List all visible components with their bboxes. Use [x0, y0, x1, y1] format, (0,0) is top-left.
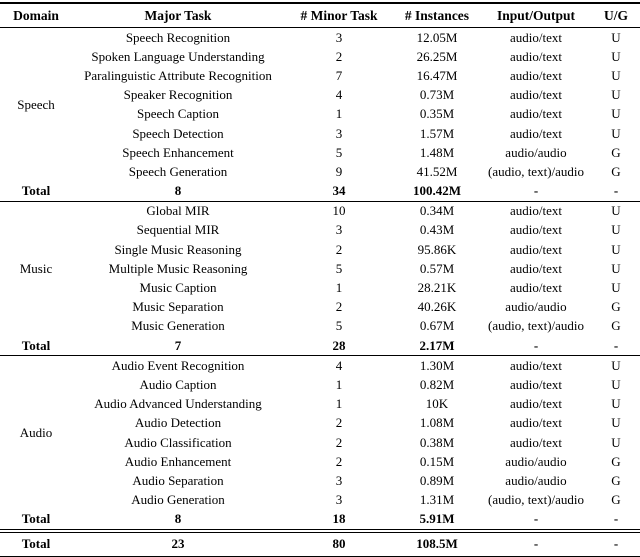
minor-task-count-cell: 1: [335, 280, 343, 296]
task-statistics-table: [0, 2, 640, 557]
task-row-audio-classification: [0, 433, 640, 452]
instance-count-cell: 1.08M: [419, 415, 455, 431]
u-g-cell: G: [611, 318, 621, 334]
major-task-cell: Audio Detection: [134, 415, 222, 431]
minor-task-count-cell: 3: [335, 492, 343, 508]
table-body: [0, 28, 640, 531]
major-task-cell: Speech Generation: [128, 163, 228, 179]
instance-count-cell: 1.57M: [419, 125, 455, 141]
major-task-cell: Global MIR: [146, 203, 210, 219]
minor-task-count-cell: 7: [335, 67, 343, 83]
u-g-cell: U: [611, 357, 621, 373]
minor-task-count-cell: 2: [335, 453, 343, 469]
audio-total-cell: 18: [332, 511, 346, 527]
speech-total-cell: -: [613, 183, 619, 199]
minor-task-count-cell: 3: [335, 472, 343, 488]
instance-count-cell: 0.82M: [419, 376, 455, 392]
u-g-cell: U: [611, 415, 621, 431]
u-g-cell: U: [611, 376, 621, 392]
instance-count-cell: 10K: [425, 396, 449, 412]
minor-task-count-cell: 9: [335, 163, 343, 179]
input-output-cell: audio/text: [510, 106, 562, 122]
major-task-cell: Music Generation: [131, 318, 225, 334]
major-task-cell: Speaker Recognition: [123, 87, 233, 103]
major-task-cell: Audio Event Recognition: [111, 357, 245, 373]
input-output-cell: audio/audio: [505, 453, 567, 469]
input-output-cell: audio/audio: [505, 472, 567, 488]
task-row-speech-caption: [0, 105, 640, 124]
table-footer: [0, 531, 640, 557]
input-output-cell: audio/text: [510, 376, 562, 392]
task-row-audio-separation: [0, 471, 640, 490]
task-row-speech-recognition: [0, 28, 640, 48]
task-row-audio-generation: [0, 491, 640, 510]
input-output-cell: audio/text: [510, 48, 562, 64]
major-task-cell: Speech Enhancement: [122, 144, 234, 160]
instance-count-cell: 0.89M: [419, 472, 455, 488]
major-task-cell: Speech Detection: [132, 125, 224, 141]
input-output-cell: audio/text: [510, 203, 562, 219]
audio-total-cell: Total: [21, 511, 51, 527]
grand-total-row: [0, 531, 640, 557]
u-g-cell: U: [611, 434, 621, 450]
input-output-cell: audio/text: [510, 280, 562, 296]
major-task-cell: Audio Separation: [132, 472, 224, 488]
u-g-cell: U: [611, 106, 621, 122]
u-g-cell: G: [611, 144, 621, 160]
major-task-cell: Multiple Music Reasoning: [108, 260, 248, 276]
audio-total-cell: -: [533, 511, 539, 527]
minor-task-count-cell: 2: [335, 48, 343, 64]
column-header-domain: Domain: [13, 7, 59, 23]
instance-count-cell: 0.38M: [419, 434, 455, 450]
column-header-minor-task: # Minor Task: [300, 7, 378, 23]
u-g-cell: U: [611, 67, 621, 83]
column-header-input-output: Input/Output: [496, 7, 576, 23]
u-g-cell: U: [611, 260, 621, 276]
major-task-cell: Audio Caption: [139, 376, 217, 392]
major-task-cell: Speech Recognition: [125, 29, 231, 45]
instance-count-cell: 0.15M: [419, 453, 455, 469]
task-row-multiple-music-reasoning: [0, 259, 640, 278]
u-g-cell: U: [611, 87, 621, 103]
task-row-speech-enhancement: [0, 143, 640, 162]
task-row-speech-detection: [0, 124, 640, 143]
major-task-cell: Paralinguistic Attribute Recognition: [84, 67, 272, 83]
input-output-cell: audio/audio: [505, 144, 567, 160]
minor-task-count-cell: 5: [335, 144, 343, 160]
u-g-cell: U: [611, 203, 621, 219]
task-row-spoken-language-understanding: [0, 47, 640, 66]
domain-label-music: Music: [19, 260, 53, 276]
u-g-cell: U: [611, 125, 621, 141]
instance-count-cell: 0.73M: [419, 87, 455, 103]
music-total-cell: 2.17M: [419, 337, 455, 353]
u-g-cell: U: [611, 280, 621, 296]
minor-task-count-cell: 4: [335, 357, 343, 373]
task-row-global-mir: [0, 201, 640, 221]
instance-count-cell: 0.67M: [419, 318, 455, 334]
column-header-major-task: Major Task: [144, 7, 212, 23]
instance-count-cell: 1.31M: [419, 492, 455, 508]
minor-task-count-cell: 5: [335, 318, 343, 334]
grand-total-cell: 80: [332, 536, 346, 552]
u-g-cell: U: [611, 241, 621, 257]
music-total-row: [0, 336, 640, 356]
audio-total-row: [0, 510, 640, 531]
speech-total-cell: Total: [21, 183, 51, 199]
domain-label-speech: Speech: [17, 96, 55, 112]
audio-total-cell: 8: [174, 511, 182, 527]
major-task-cell: Speech Caption: [137, 106, 219, 122]
minor-task-count-cell: 1: [335, 106, 343, 122]
u-g-cell: G: [611, 492, 621, 508]
speech-total-row: [0, 182, 640, 202]
task-row-audio-advanced-understanding: [0, 395, 640, 414]
task-row-audio-enhancement: [0, 452, 640, 471]
table-head-row: [0, 3, 640, 28]
major-task-cell: Sequential MIR: [136, 222, 220, 238]
input-output-cell: audio/text: [510, 260, 562, 276]
music-total-cell: 7: [174, 337, 182, 353]
instance-count-cell: 0.34M: [419, 203, 455, 219]
minor-task-count-cell: 3: [335, 222, 343, 238]
input-output-cell: audio/text: [510, 396, 562, 412]
task-row-audio-detection: [0, 414, 640, 433]
u-g-cell: G: [611, 472, 621, 488]
task-row-music-separation: [0, 298, 640, 317]
grand-total-cell: 23: [171, 536, 185, 552]
domain-label-audio: Audio: [19, 424, 53, 440]
speech-total-cell: 8: [174, 183, 182, 199]
minor-task-count-cell: 3: [335, 29, 343, 45]
input-output-cell: audio/audio: [505, 299, 567, 315]
major-task-cell: Music Separation: [132, 299, 224, 315]
major-task-cell: Audio Enhancement: [124, 453, 232, 469]
u-g-cell: G: [611, 453, 621, 469]
minor-task-count-cell: 5: [335, 260, 343, 276]
u-g-cell: U: [611, 48, 621, 64]
input-output-cell: audio/text: [510, 125, 562, 141]
instance-count-cell: 26.25M: [416, 48, 458, 64]
input-output-cell: audio/text: [510, 415, 562, 431]
minor-task-count-cell: 3: [335, 125, 343, 141]
table-header: [0, 3, 640, 28]
instance-count-cell: 0.35M: [419, 106, 455, 122]
task-row-sequential-mir: [0, 221, 640, 240]
instance-count-cell: 28.21K: [417, 280, 457, 296]
u-g-cell: G: [611, 299, 621, 315]
task-row-audio-event-recognition: [0, 356, 640, 376]
minor-task-count-cell: 1: [335, 376, 343, 392]
speech-total-cell: 34: [332, 183, 346, 199]
input-output-cell: audio/text: [510, 434, 562, 450]
u-g-cell: U: [611, 29, 621, 45]
input-output-cell: (audio, text)/audio: [487, 163, 585, 179]
input-output-cell: audio/text: [510, 67, 562, 83]
minor-task-count-cell: 4: [335, 87, 343, 103]
music-total-cell: -: [613, 337, 619, 353]
grand-total-cell: Total: [21, 536, 51, 552]
speech-total-cell: -: [533, 183, 539, 199]
instance-count-cell: 1.48M: [419, 144, 455, 160]
music-total-cell: 28: [332, 337, 346, 353]
grand-total-cell: 108.5M: [416, 536, 458, 552]
grand-total-cell: -: [533, 536, 539, 552]
instance-count-cell: 0.43M: [419, 222, 455, 238]
input-output-cell: (audio, text)/audio: [487, 492, 585, 508]
task-row-single-music-reasoning: [0, 240, 640, 259]
input-output-cell: audio/text: [510, 241, 562, 257]
input-output-cell: audio/text: [510, 357, 562, 373]
minor-task-count-cell: 10: [332, 203, 346, 219]
instance-count-cell: 12.05M: [416, 29, 458, 45]
music-total-cell: -: [533, 337, 539, 353]
instance-count-cell: 40.26K: [417, 299, 457, 315]
u-g-cell: U: [611, 222, 621, 238]
minor-task-count-cell: 1: [335, 396, 343, 412]
music-total-cell: Total: [21, 337, 51, 353]
task-row-speaker-recognition: [0, 86, 640, 105]
speech-total-cell: 100.42M: [412, 183, 462, 199]
minor-task-count-cell: 2: [335, 415, 343, 431]
column-header-instances: # Instances: [404, 7, 470, 23]
instance-count-cell: 16.47M: [416, 67, 458, 83]
minor-task-count-cell: 2: [335, 241, 343, 257]
instance-count-cell: 41.52M: [416, 163, 458, 179]
task-row-speech-generation: [0, 162, 640, 181]
task-row-audio-caption: [0, 375, 640, 394]
input-output-cell: audio/text: [510, 222, 562, 238]
task-row-music-generation: [0, 317, 640, 336]
grand-total-cell: -: [613, 536, 619, 552]
instance-count-cell: 1.30M: [419, 357, 455, 373]
input-output-cell: audio/text: [510, 87, 562, 103]
major-task-cell: Spoken Language Understanding: [91, 48, 265, 64]
instance-count-cell: 95.86K: [417, 241, 457, 257]
u-g-cell: G: [611, 163, 621, 179]
task-row-music-caption: [0, 278, 640, 297]
instance-count-cell: 0.57M: [419, 260, 455, 276]
minor-task-count-cell: 2: [335, 299, 343, 315]
input-output-cell: (audio, text)/audio: [487, 318, 585, 334]
major-task-cell: Audio Advanced Understanding: [94, 396, 262, 412]
minor-task-count-cell: 2: [335, 434, 343, 450]
column-header-u-g: U/G: [603, 7, 628, 23]
audio-total-cell: 5.91M: [419, 511, 455, 527]
audio-total-cell: -: [613, 511, 619, 527]
input-output-cell: audio/text: [510, 29, 562, 45]
task-row-paralinguistic-attribute-recognition: [0, 66, 640, 85]
major-task-cell: Audio Generation: [131, 492, 225, 508]
u-g-cell: U: [611, 396, 621, 412]
major-task-cell: Audio Classification: [124, 434, 232, 450]
major-task-cell: Music Caption: [139, 280, 217, 296]
major-task-cell: Single Music Reasoning: [114, 241, 242, 257]
